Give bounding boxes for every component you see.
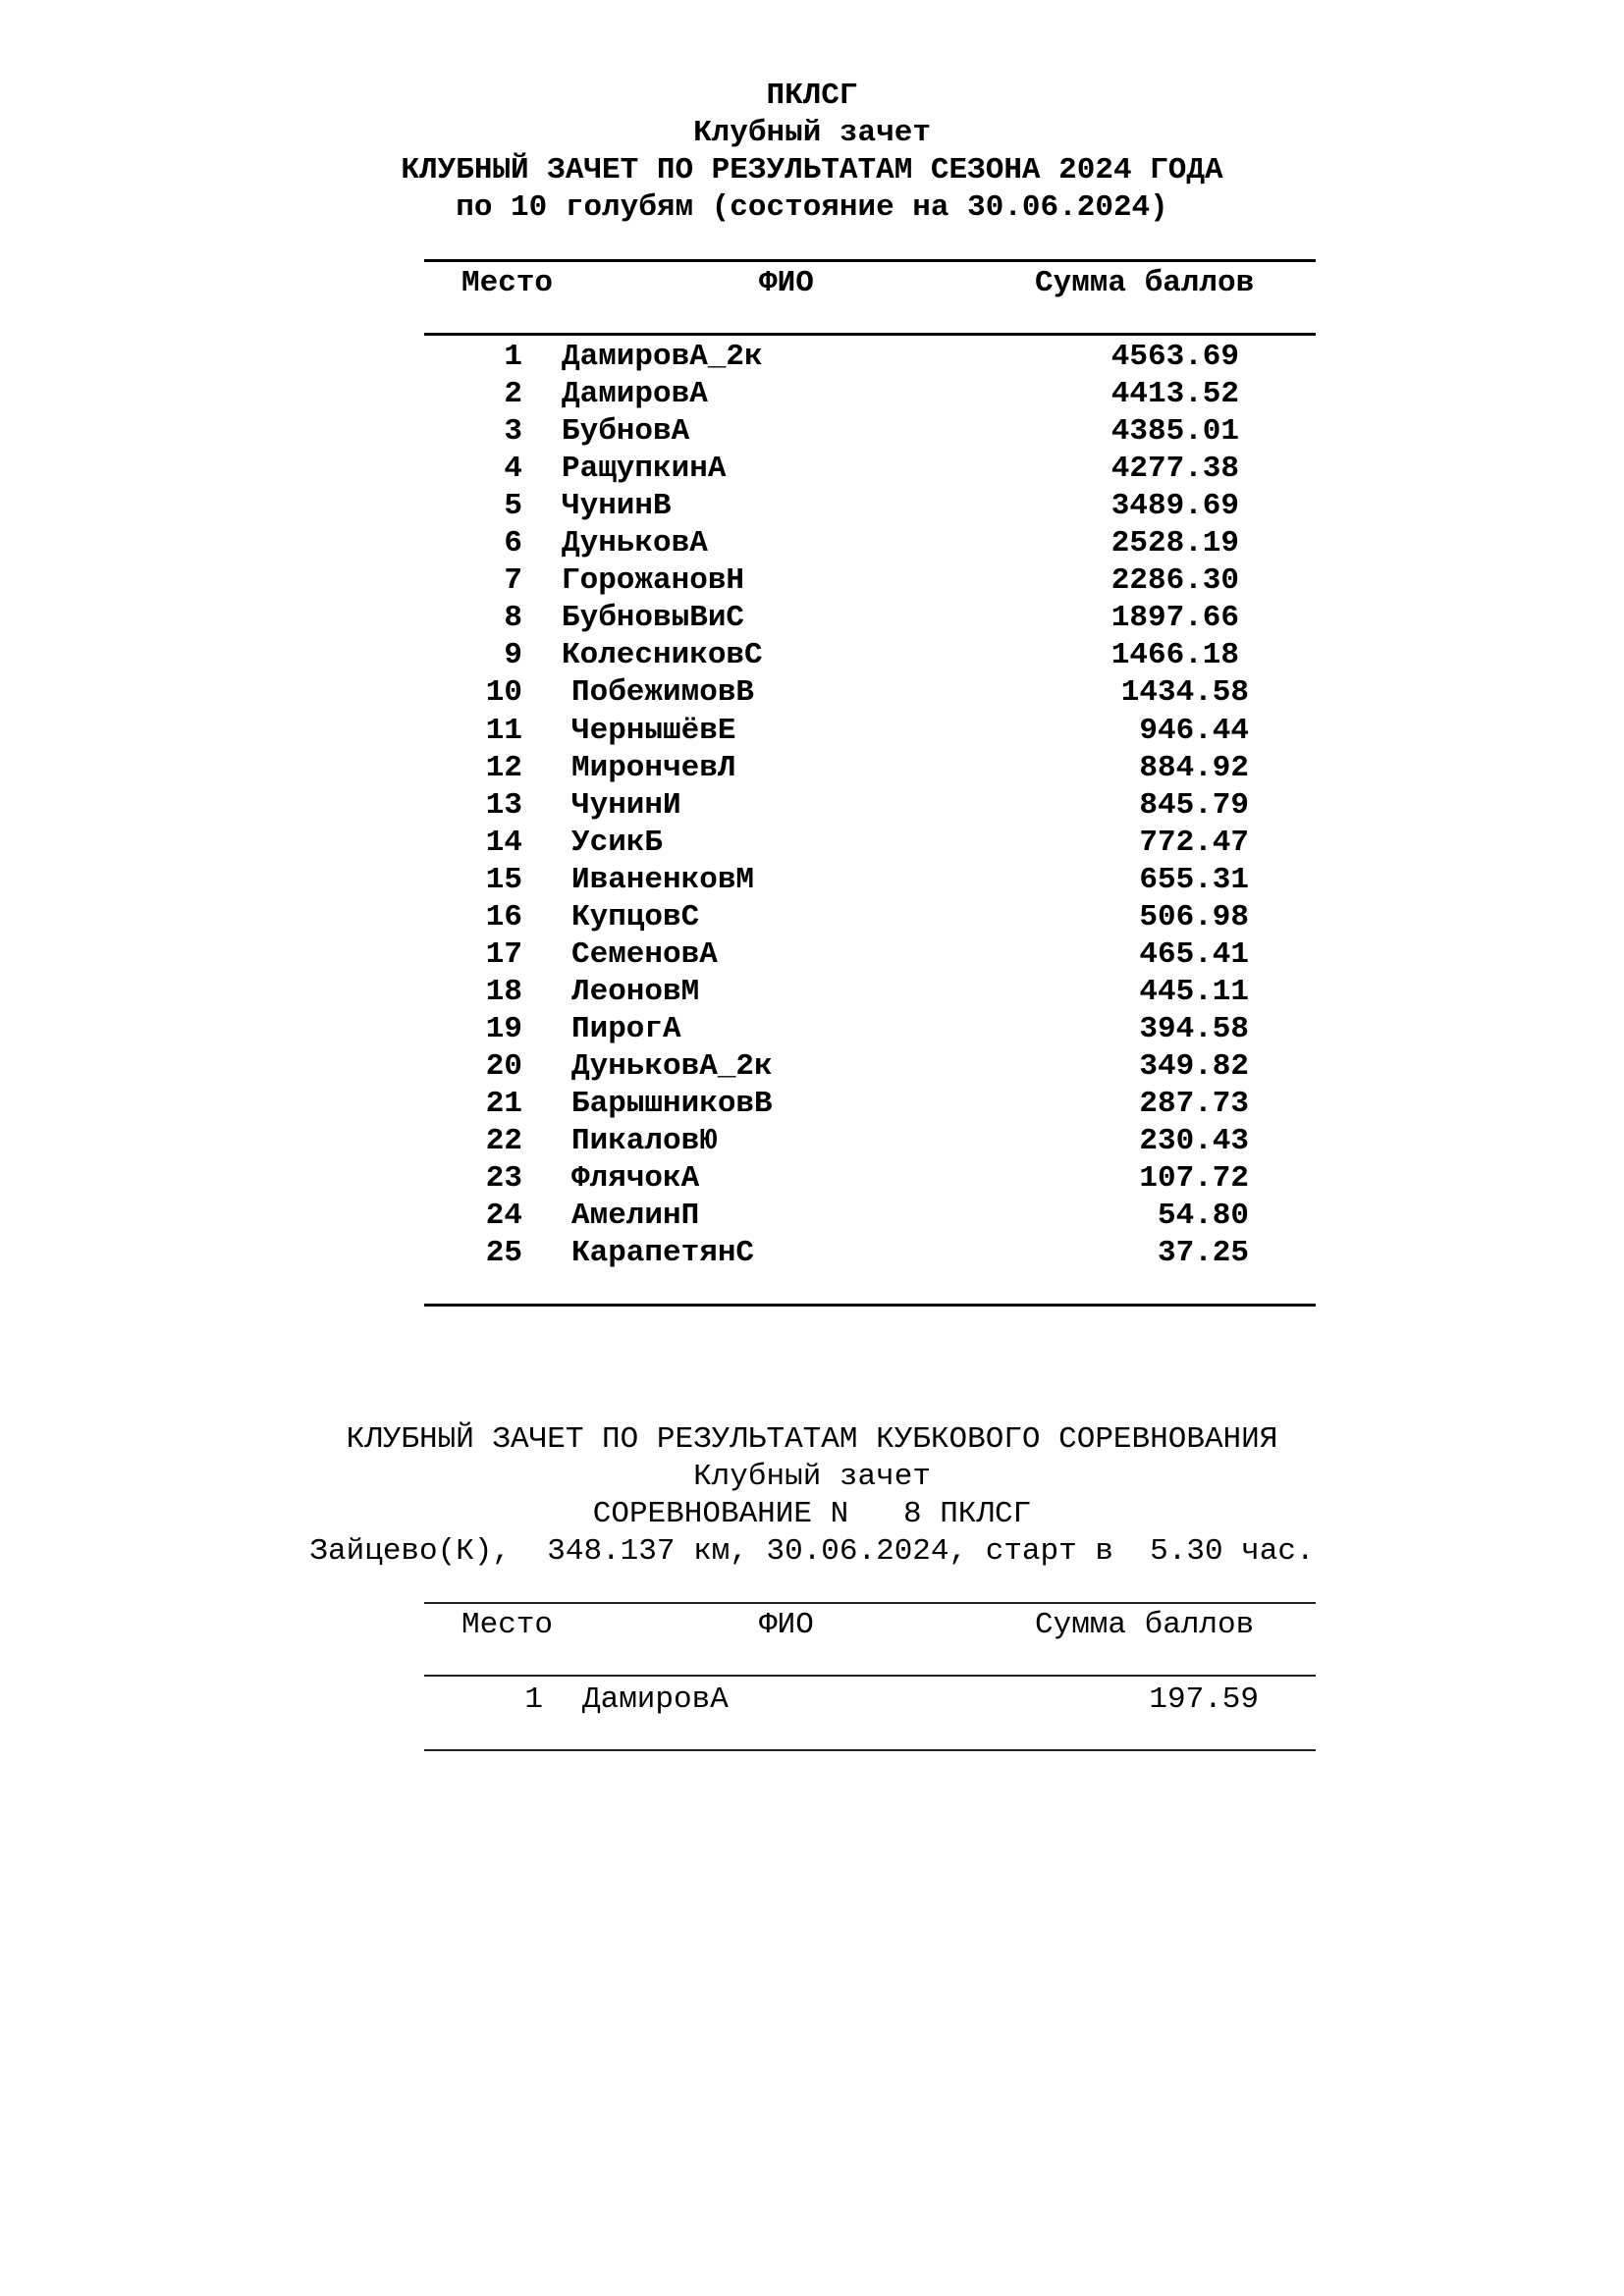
season-org: ПКЛСГ [766, 79, 858, 113]
row-place: 7 [504, 563, 522, 599]
row-place: 9 [504, 638, 522, 673]
table-row [0, 787, 1624, 828]
row-name: БубновА [562, 414, 690, 450]
row-score: 2528.19 [1110, 526, 1239, 561]
row-name: ЧернышёвЕ [571, 713, 736, 748]
row-score: 349.82 [1139, 1048, 1249, 1084]
row-place: 11 [485, 713, 522, 748]
row-name: ЛеоновМ [571, 974, 700, 1009]
row-place: 4 [504, 452, 522, 487]
table-row [0, 640, 1624, 677]
row-place: 23 [485, 1161, 522, 1197]
row-score: 287.73 [1139, 1087, 1249, 1121]
row-name: ПирогА [571, 1011, 681, 1046]
season-subtitle: Клубный зачет [693, 116, 931, 150]
row-place: 14 [485, 825, 522, 860]
table-row [0, 1126, 1624, 1163]
row-place: 1 [524, 1682, 543, 1717]
row-score: 197.59 [1149, 1682, 1259, 1717]
table-row [0, 713, 1624, 753]
row-place: 3 [504, 414, 522, 450]
cup-col-score: Сумма баллов [1035, 1608, 1255, 1642]
row-place: 16 [485, 899, 522, 934]
season-subtitle2: по 10 голубям (состояние на 30.06.2024) [456, 190, 1168, 225]
row-score: 54.80 [1157, 1199, 1249, 1234]
row-name: АмелинП [571, 1199, 700, 1234]
row-score: 946.44 [1139, 713, 1249, 748]
table-row [0, 379, 1624, 416]
table-row [0, 936, 1624, 977]
row-place: 13 [485, 787, 522, 823]
season-col-name: ФИО [759, 266, 814, 300]
season-col-score: Сумма баллов [1035, 266, 1255, 300]
row-name: ПобежимовВ [571, 675, 755, 711]
row-name: БубновыВиС [562, 601, 745, 636]
row-place: 5 [504, 489, 522, 524]
row-name: ПикаловЮ [571, 1124, 718, 1159]
row-score: 2286.30 [1110, 563, 1239, 599]
table-row [0, 565, 1624, 603]
cup-col-name: ФИО [759, 1608, 814, 1642]
table-row [0, 677, 1624, 715]
row-place: 17 [485, 936, 522, 972]
row-score: 394.58 [1139, 1011, 1249, 1046]
table-row [0, 862, 1624, 902]
row-place: 8 [504, 601, 522, 636]
row-name: ИваненковМ [571, 862, 755, 897]
row-score: 1897.66 [1110, 601, 1239, 636]
row-place: 2 [504, 377, 522, 412]
row-score: 1434.58 [1120, 675, 1249, 711]
table-row [0, 1684, 1624, 1722]
cup-title: КЛУБНЫЙ ЗАЧЕТ ПО РЕЗУЛЬТАТАМ КУБКОВОГО СОРЕВНОВАНИЯ [346, 1422, 1278, 1457]
row-score: 4413.52 [1110, 377, 1239, 412]
table-row [0, 899, 1624, 939]
row-score: 465.41 [1139, 936, 1249, 972]
row-score: 4385.01 [1110, 414, 1239, 450]
row-place: 15 [485, 862, 522, 897]
row-name: БарышниковВ [571, 1087, 773, 1121]
table-row [0, 454, 1624, 491]
row-name: ДамировА_2к [562, 340, 763, 374]
table-row [0, 825, 1624, 865]
table-row [0, 1238, 1624, 1275]
row-score: 845.79 [1139, 787, 1249, 823]
row-place: 25 [485, 1236, 522, 1271]
row-place: 19 [485, 1011, 522, 1046]
cup-col-place: Место [461, 1608, 554, 1642]
cup-header-top-rule [424, 1602, 1316, 1604]
row-name: РащупкинА [562, 452, 727, 487]
row-score: 506.98 [1139, 899, 1249, 934]
table-row [0, 1011, 1624, 1051]
row-name: ФлячокА [571, 1161, 700, 1197]
row-score: 655.31 [1139, 862, 1249, 897]
row-name: КупцовС [571, 899, 700, 934]
row-place: 12 [485, 750, 522, 785]
cup-header-bottom-rule [424, 1675, 1316, 1677]
season-header-bottom-rule [424, 333, 1316, 336]
row-score: 107.72 [1139, 1161, 1249, 1197]
row-name: МирончевЛ [571, 750, 736, 785]
row-place: 1 [504, 340, 522, 374]
season-table-bottom-rule [424, 1304, 1316, 1307]
table-row [0, 750, 1624, 790]
row-score: 1466.18 [1110, 638, 1239, 673]
row-name: ЧунинИ [571, 787, 681, 823]
season-title: КЛУБНЫЙ ЗАЧЕТ ПО РЕЗУЛЬТАТАМ СЕЗОНА 2024 ГОДА [401, 153, 1223, 187]
cup-table-bottom-rule [424, 1749, 1316, 1751]
table-row [0, 1048, 1624, 1089]
row-place: 24 [485, 1199, 522, 1234]
table-row [0, 416, 1624, 454]
table-row [0, 603, 1624, 640]
row-name: КолесниковС [562, 638, 763, 673]
row-score: 4277.38 [1110, 452, 1239, 487]
row-score: 3489.69 [1110, 489, 1239, 524]
row-name: ГорожановН [562, 563, 745, 599]
table-row [0, 528, 1624, 565]
row-name: ДамировА [582, 1682, 729, 1717]
cup-info: Зайцево(К), 348.137 км, 30.06.2024, старт в 5.30 час. [309, 1534, 1315, 1569]
row-name: ДамировА [562, 377, 708, 412]
row-place: 20 [485, 1048, 522, 1084]
row-place: 6 [504, 526, 522, 561]
row-place: 22 [485, 1124, 522, 1159]
row-score: 445.11 [1139, 974, 1249, 1009]
cup-competition: СОРЕВНОВАНИЕ N 8 ПКЛСГ [592, 1497, 1032, 1531]
season-header-top-rule [424, 259, 1316, 262]
table-row [0, 1201, 1624, 1238]
row-name: СеменовА [571, 936, 718, 972]
table-row [0, 342, 1624, 379]
row-score: 230.43 [1139, 1124, 1249, 1159]
row-score: 772.47 [1139, 825, 1249, 860]
row-name: ДуньковА [562, 526, 708, 561]
table-row [0, 1089, 1624, 1126]
table-row [0, 1163, 1624, 1201]
row-score: 37.25 [1157, 1236, 1249, 1271]
row-name: КарапетянС [571, 1236, 755, 1271]
row-place: 10 [485, 675, 522, 711]
table-row [0, 974, 1624, 1014]
season-col-place: Место [461, 266, 554, 300]
row-name: ЧунинВ [562, 489, 672, 524]
cup-subtitle: Клубный зачет [693, 1460, 931, 1494]
row-name: УсикБ [571, 825, 664, 860]
table-row [0, 491, 1624, 528]
row-place: 18 [485, 974, 522, 1009]
row-score: 4563.69 [1110, 340, 1239, 374]
row-name: ДуньковА_2к [571, 1048, 773, 1084]
row-place: 21 [485, 1087, 522, 1121]
row-score: 884.92 [1139, 750, 1249, 785]
